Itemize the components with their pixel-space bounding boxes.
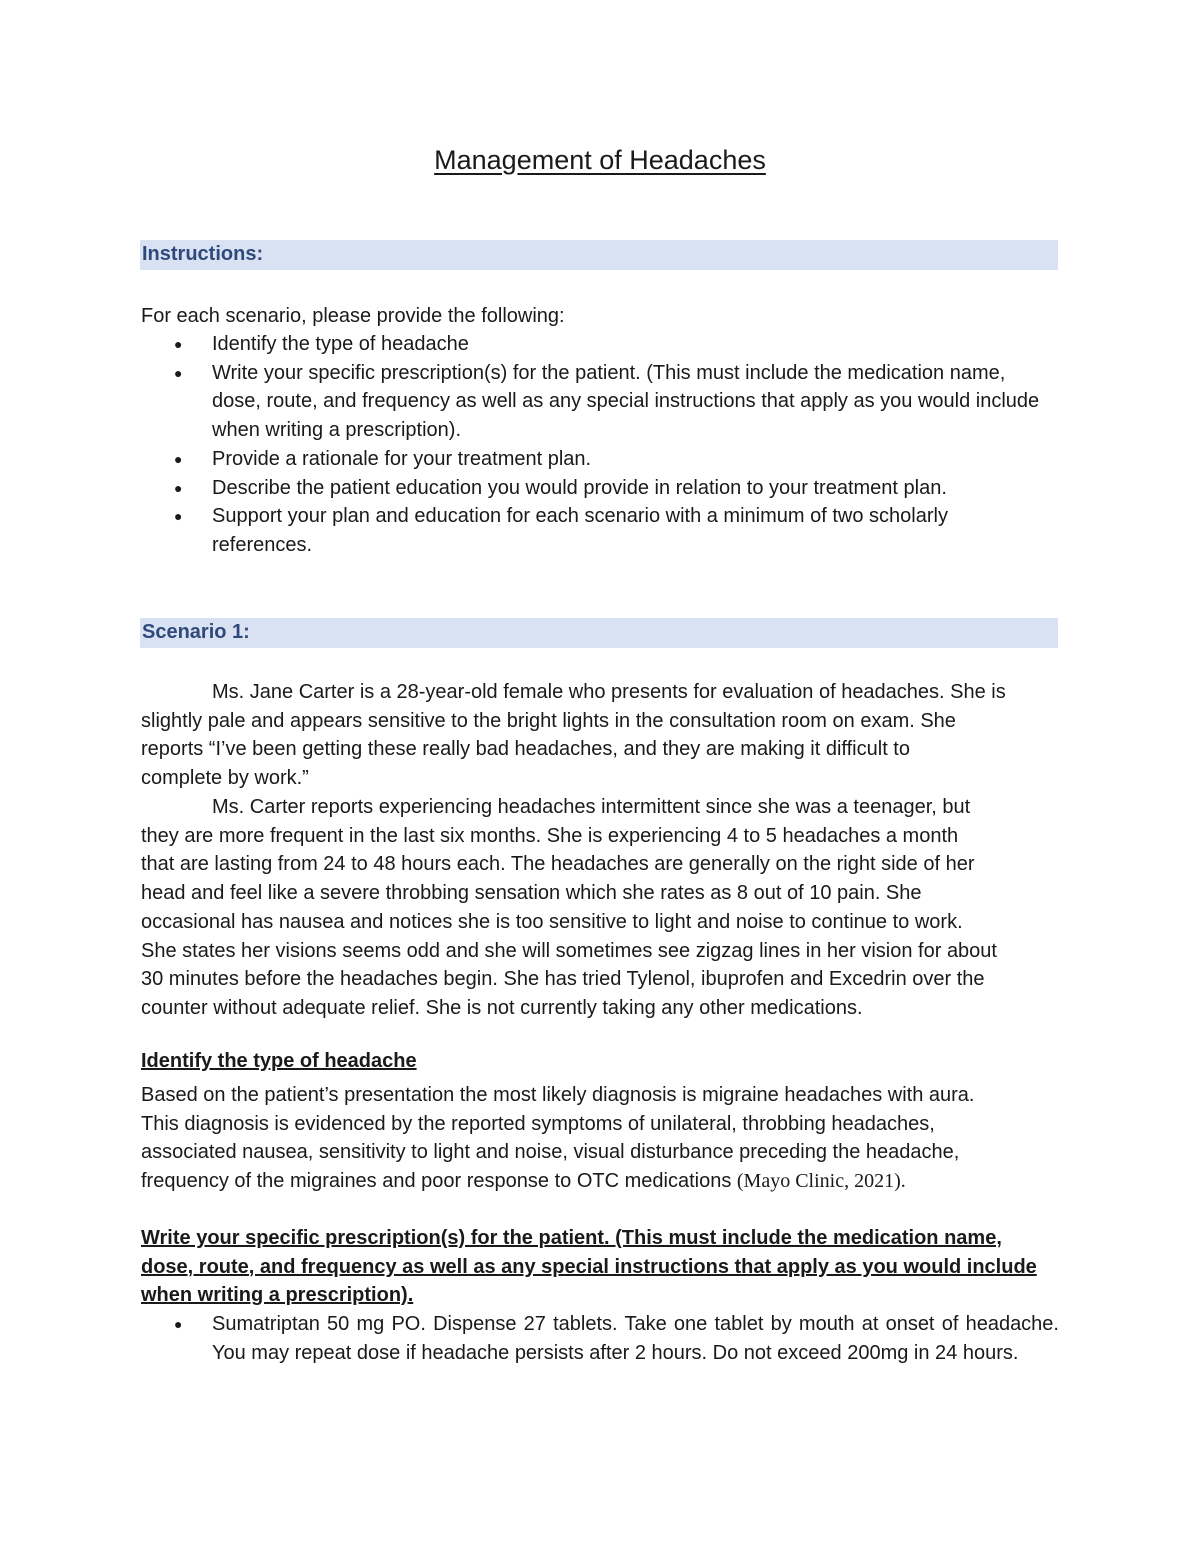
list-item: ● Sumatriptan 50 mg PO. Dispense 27 tablets. Take one tablet by mouth at onset of headache. You may repeat dose if headache persists after 2 hours. Do not exceed 200mg in 24 hours. bbox=[141, 1310, 1059, 1367]
scenario1-paragraph-2 bbox=[141, 793, 1061, 1023]
text-line: Ms. Carter reports experiencing headaches intermittent since she was a teenager, but bbox=[212, 796, 971, 818]
list-item: ● Provide a rationale for your treatment plan. bbox=[141, 445, 1041, 474]
prescription-list bbox=[141, 1310, 1059, 1367]
heading-line: dose, route, and frequency as well as any special instructions that apply as you would include bbox=[141, 1255, 1037, 1278]
text-line: She states her visions seems odd and she will sometimes see zigzag lines in her vision for about bbox=[141, 939, 997, 962]
text-line: Based on the patient’s presentation the most likely diagnosis is migraine headaches with aura. bbox=[141, 1084, 975, 1106]
text-line: Ms. Jane Carter is a 28-year-old female who presents for evaluation of headaches. She is bbox=[212, 681, 1006, 703]
list-item: ● Support your plan and education for each scenario with a minimum of two scholarly references. bbox=[141, 502, 1041, 559]
text-line: complete by work.” bbox=[141, 767, 309, 790]
instructions-list bbox=[141, 330, 1041, 560]
heading-line: Write your specific prescription(s) for the patient. (This must include the medication name, bbox=[141, 1227, 1002, 1249]
text-line: reports “I’ve been getting these really bad headaches, and they are making it difficult to bbox=[141, 738, 910, 761]
text-line: occasional has nausea and notices she is too sensitive to light and noise to continue to work. bbox=[141, 910, 963, 933]
list-item: ● Write your specific prescription(s) for the patient. (This must include the medication name, dose, route, and frequency as well as any special instructions that apply as you would include when writing a prescription). bbox=[141, 359, 1041, 445]
text-line: head and feel like a severe throbbing sensation which she rates as 8 out of 10 pain. She bbox=[141, 882, 922, 905]
text-line: they are more frequent in the last six months. She is experiencing 4 to 5 headaches a month bbox=[141, 824, 959, 847]
prescription-heading bbox=[141, 1224, 1061, 1310]
instructions-heading: Instructions: bbox=[142, 243, 264, 265]
text-line: counter without adequate relief. She is not currently taking any other medications. bbox=[141, 996, 863, 1019]
list-item: ● Identify the type of headache bbox=[141, 330, 1041, 359]
citation: (Mayo Clinic, 2021). bbox=[736, 1170, 906, 1193]
heading-line: when writing a prescription). bbox=[141, 1284, 414, 1307]
text-line: associated nausea, sensitivity to light and noise, visual disturbance preceding the headache, bbox=[141, 1141, 960, 1164]
text-line: slightly pale and appears sensitive to the bright lights in the consultation room on exam. She bbox=[141, 709, 956, 732]
scenario1-heading: Scenario 1: bbox=[142, 621, 250, 643]
identify-paragraph bbox=[141, 1081, 1061, 1196]
document-title: Management of Headaches bbox=[434, 145, 766, 175]
scenario1-heading-band bbox=[140, 618, 1058, 648]
instructions-intro: For each scenario, please provide the following: bbox=[141, 305, 565, 327]
text-line bbox=[141, 1167, 1061, 1196]
text-line: This diagnosis is evidenced by the reported symptoms of unilateral, throbbing headaches, bbox=[141, 1112, 935, 1135]
instructions-heading-band bbox=[140, 240, 1058, 270]
text-fragment: frequency of the migraines and poor response to OTC medications bbox=[141, 1170, 737, 1193]
text-line: that are lasting from 24 to 48 hours each. The headaches are generally on the right side of her bbox=[141, 853, 975, 876]
scenario1-paragraph-1 bbox=[141, 678, 1061, 793]
text-line: 30 minutes before the headaches begin. She has tried Tylenol, ibuprofen and Excedrin over the bbox=[141, 968, 985, 991]
identify-heading: Identify the type of headache bbox=[141, 1050, 417, 1072]
list-item: ● Describe the patient education you would provide in relation to your treatment plan. bbox=[141, 474, 1041, 503]
